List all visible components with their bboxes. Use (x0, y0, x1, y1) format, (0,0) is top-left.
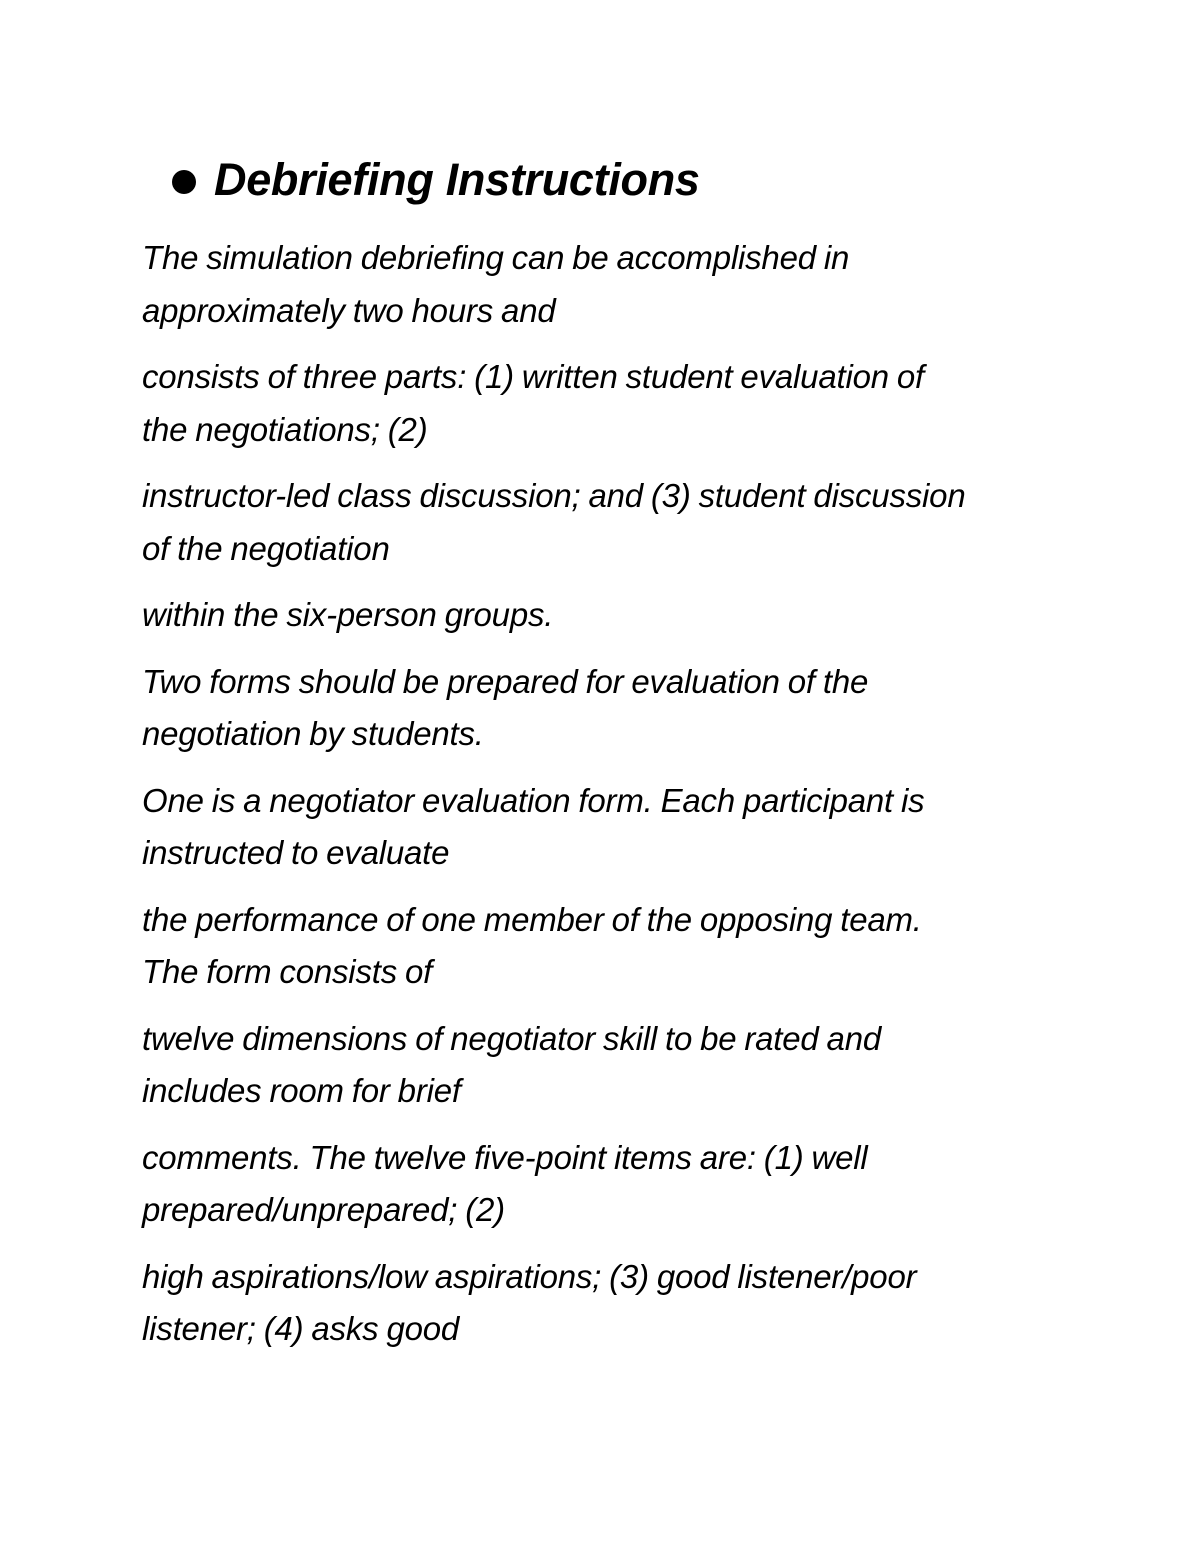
paragraph (142, 470, 1062, 575)
bullet-icon (172, 170, 196, 194)
paragraph (142, 1251, 1062, 1356)
paragraph-line: Two forms should be prepared for evaluation of the (142, 662, 869, 700)
paragraph-line: instructed to evaluate (142, 834, 450, 871)
paragraph-line: listener; (4) asks good (142, 1310, 460, 1347)
paragraph-line: negotiation by students. (142, 715, 484, 752)
paragraph-line: instructor-led class discussion; and (3) student discussion (142, 477, 966, 514)
paragraph-line: within the six-person groups. (142, 596, 554, 633)
paragraph-line: high aspirations/low aspirations; (3) good listener/poor (142, 1257, 917, 1295)
paragraph (142, 589, 1062, 642)
paragraph-line: the negotiations; (2) (142, 410, 428, 448)
paragraph (142, 351, 1062, 456)
paragraph (142, 894, 1062, 999)
paragraph-line: twelve dimensions of negotiator skill to be rated and (142, 1019, 881, 1057)
paragraph-line: the performance of one member of the opposing team. (142, 900, 922, 938)
paragraph-line: The form consists of (142, 953, 433, 990)
paragraph-line: comments. The twelve five-point items are: (1) well (142, 1138, 868, 1176)
paragraph-line: The simulation debriefing can be accomplished in (142, 239, 850, 276)
paragraph (142, 1132, 1062, 1237)
body-text (142, 232, 1062, 1370)
paragraph-line: consists of three parts: (1) written student evaluation of (142, 358, 924, 395)
section-heading (172, 150, 700, 210)
paragraph-line: approximately two hours and (142, 291, 556, 329)
paragraph-line: includes room for brief (142, 1072, 461, 1109)
paragraph-line: of the negotiation (142, 529, 390, 567)
paragraph-line: One is a negotiator evaluation form. Each participant is (142, 781, 925, 819)
paragraph (142, 232, 1062, 337)
heading-text: Debriefing Instructions (214, 154, 700, 205)
paragraph (142, 656, 1062, 761)
paragraph (142, 775, 1062, 880)
paragraph (142, 1013, 1062, 1118)
paragraph-line: prepared/unprepared; (2) (142, 1191, 505, 1228)
